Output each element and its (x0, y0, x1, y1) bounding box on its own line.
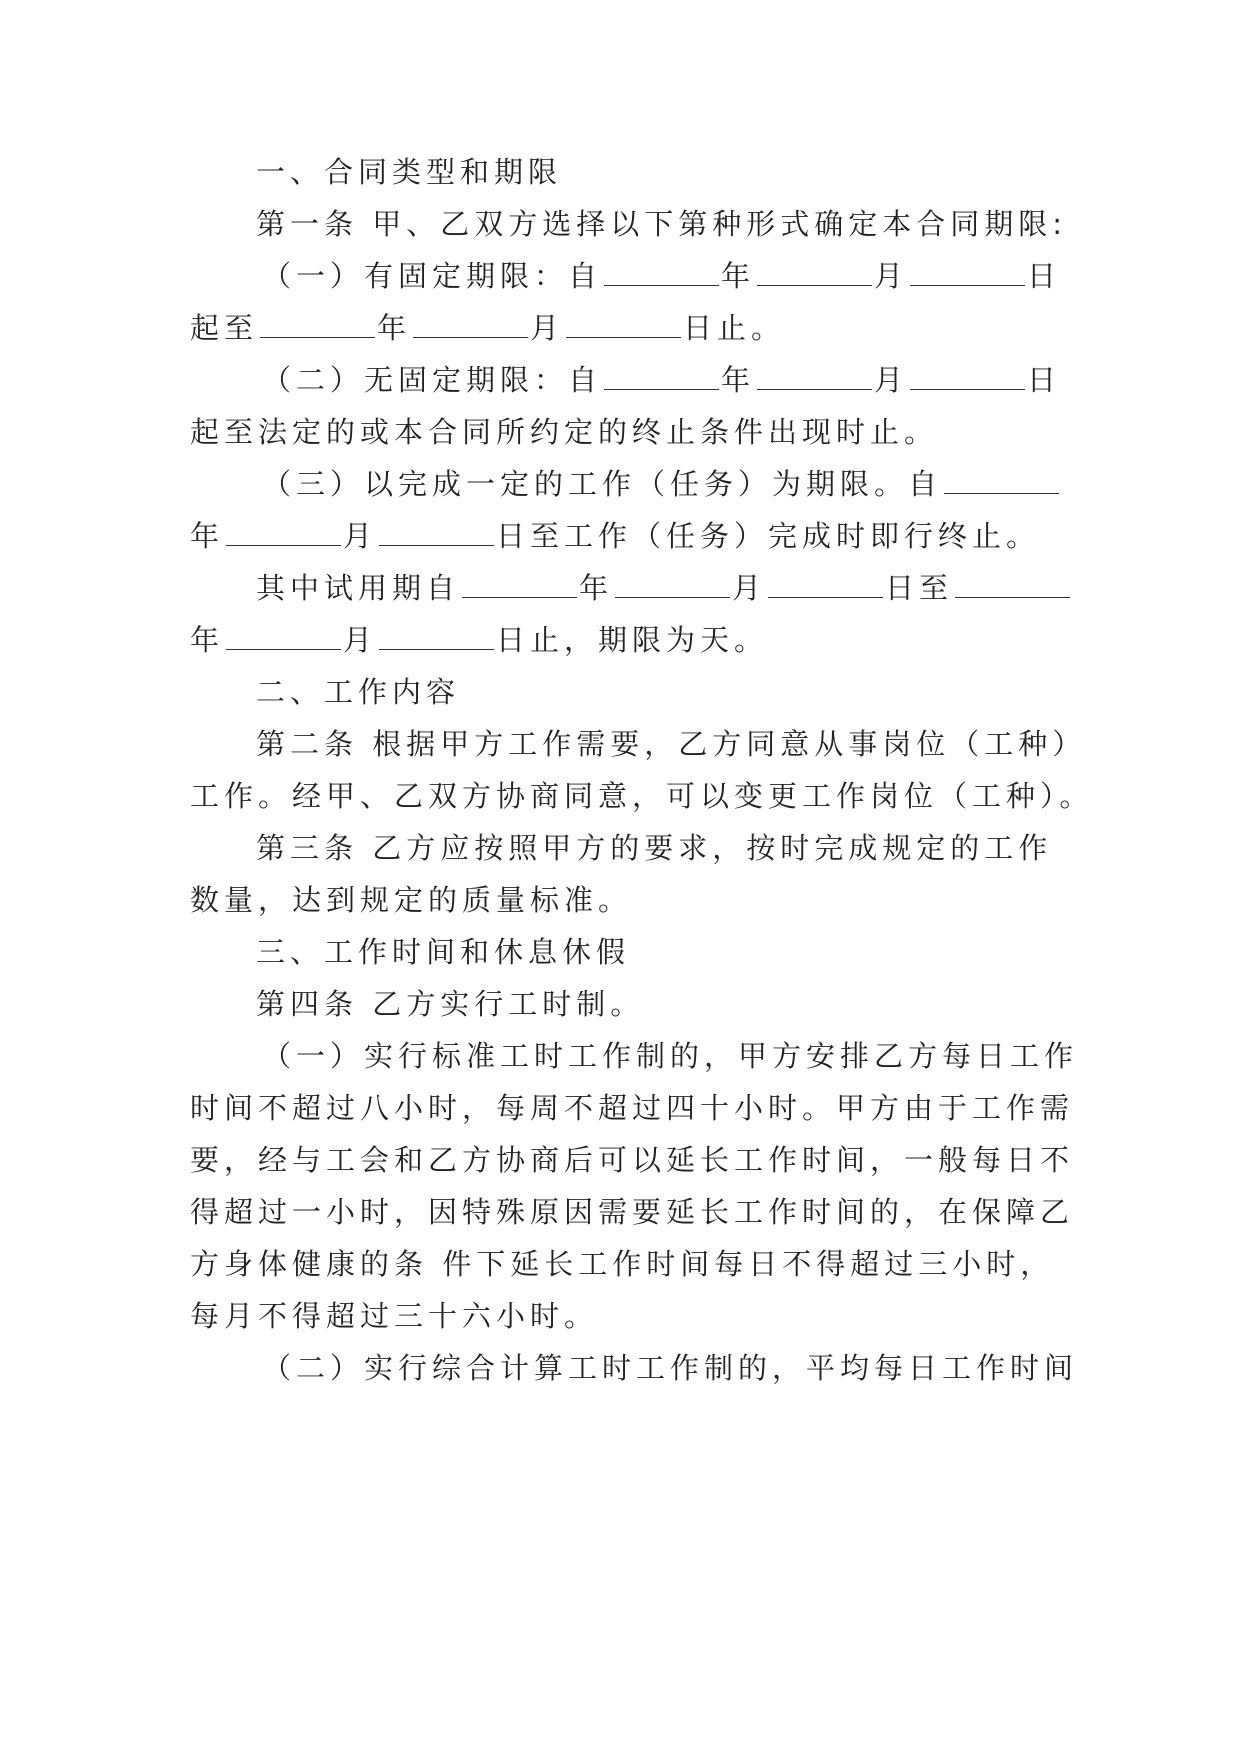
clause-open-term-cont: 起至法定的或本合同所约定的终止条件出现时止。 (190, 415, 939, 449)
fill-blank[interactable] (379, 517, 494, 546)
section-heading-2: 二、工作内容 (256, 675, 461, 709)
article-2-cont: 工作。经甲、乙双方协商同意，可以变更工作岗位（工种）。 (190, 779, 1094, 813)
clause-fixed-term-cont: 起至 年 月 日止。 (190, 311, 786, 345)
standard-hours-cont-1: 时间不超过八小时，每周不超过四十小时。甲方由于工作需 (190, 1091, 1075, 1125)
section-heading-3: 三、工作时间和休息休假 (256, 935, 631, 969)
article-3: 第三条 乙方应按照甲方的要求，按时完成规定的工作 (256, 831, 1053, 865)
fill-blank[interactable] (260, 309, 375, 338)
fill-blank[interactable] (566, 309, 681, 338)
fill-blank[interactable] (379, 621, 494, 650)
article-2: 第二条 根据甲方工作需要，乙方同意从事岗位（工种） (256, 727, 1087, 761)
fill-blank[interactable] (604, 361, 719, 390)
fill-blank[interactable] (955, 569, 1070, 598)
article-3-cont: 数量，达到规定的质量标准。 (190, 883, 633, 917)
fill-blank[interactable] (226, 517, 341, 546)
standard-hours: （一）实行标准工时工作制的，甲方安排乙方每日工作 (262, 1039, 1079, 1073)
standard-hours-cont-3: 得超过一小时，因特殊原因需要延长工作时间的，在保障乙 (190, 1195, 1075, 1229)
fill-blank[interactable] (413, 309, 528, 338)
fill-blank[interactable] (944, 465, 1059, 494)
standard-hours-cont-4: 方身体健康的条 件下延长工作时间每日不得超过三小时， (190, 1247, 1055, 1281)
clause-task-term: （三）以完成一定的工作（任务）为期限。自 (0, 462, 1241, 506)
fill-blank[interactable] (604, 257, 719, 286)
article-4: 第四条 乙方实行工时制。 (256, 987, 645, 1021)
clause-fixed-term: （一）有固定期限：自 年 月 日 (262, 259, 1062, 293)
fill-blank[interactable] (757, 257, 872, 286)
fill-blank[interactable] (910, 361, 1025, 390)
fill-blank[interactable] (768, 569, 883, 598)
probation-period-cont: 年 月 日止，期限为天。 (190, 623, 769, 657)
standard-hours-cont-5: 每月不得超过三十六小时。 (190, 1299, 599, 1333)
fill-blank[interactable] (757, 361, 872, 390)
probation-period: 其中试用期自 年 月 日至 (0, 566, 1241, 610)
standard-hours-cont-2: 要，经与工会和乙方协商后可以延长工作时间，一般每日不 (190, 1143, 1075, 1177)
fill-blank[interactable] (226, 621, 341, 650)
section-heading-1: 一、合同类型和期限 (256, 155, 563, 189)
fill-blank[interactable] (910, 257, 1025, 286)
fill-blank[interactable] (615, 569, 730, 598)
article-1: 第一条 甲、乙双方选择以下第种形式确定本合同期限: (256, 207, 1067, 241)
fill-blank[interactable] (462, 569, 577, 598)
clause-task-term-cont: 年 月 日至工作（任务）完成时即行终止。 (190, 519, 1041, 553)
clause-open-term: （二）无固定期限：自 年 月 日 (262, 363, 1062, 397)
comprehensive-hours: （二）实行综合计算工时工作制的，平均每日工作时间 (262, 1351, 1079, 1385)
